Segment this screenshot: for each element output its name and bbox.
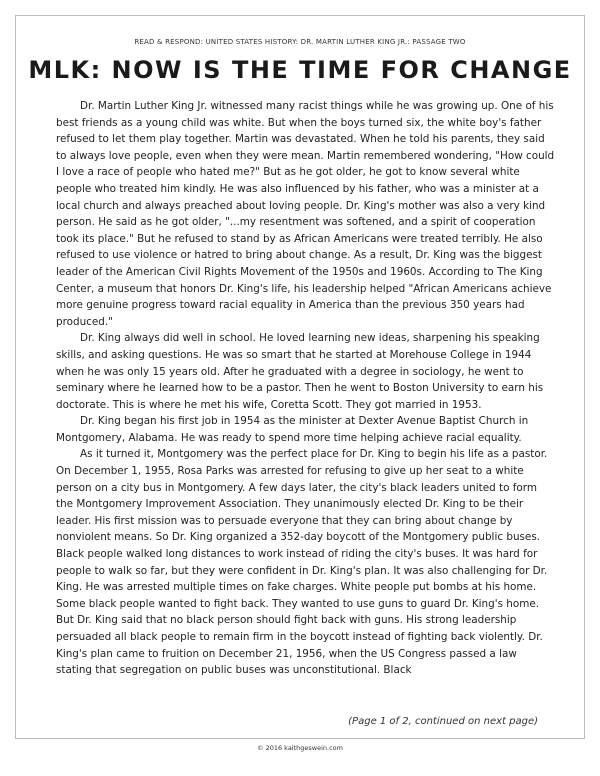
continued-note: (Page 1 of 2, continued on next page) [348, 716, 538, 727]
paragraph-3: Dr. King began his first job in 1954 as the minister at Dexter Avenue Baptist Church in Montgomery, Alabama. He was ready to spend more time helping achieve racial equality. [56, 415, 529, 444]
paragraph-4: As it turned it, Montgomery was the perfect place for Dr. King to begin his life as a pastor. On December 1, 1955, Rosa Parks was arrested for refusing to give up her seat to a white person on a city bus in Montgomery. A few days later, the city's black leaders united to form the Montgomery Improvement Association. They unanimously elected Dr. King to be their leader. His first mission was to persuade everyone that they can bring about change by nonviolent means. So Dr. King organized a 352-day boycott of the Montgomery public buses. Black people walked long distances to work instead of riding the city's buses. It was hard for people to walk so far, but they were confident in Dr. King's plan. It was also challenging for Dr. King. He was arrested multiple times on fake charges. White people put bombs at his home. Some black people wanted to fight back. They wanted to use guns to guard Dr. King's home. But Dr. King said that no black person should fight back with guns. His strong leadership persuaded all black people to remain firm in the boycott instead of fighting back violently. Dr. King's plan came to fruition on December 21, 1956, when the US Congress passed a law stating that segregation on public buses was unconstitutional. Black [56, 448, 548, 677]
paragraph-2: Dr. King always did well in school. He loved learning new ideas, sharpening his speaking skills, and asking questions. He was so smart that he started at Morehouse College in 1944 when he was only 15 years old. After he graduated with a degree in sociology, he went to seminary where he learned how to be a pastor. Then he went to Boston University to earn his doctorate. This is where he met his wife, Coretta Scott. They got married in 1953. [56, 332, 544, 411]
page-title: MLK: NOW IS THE TIME FOR CHANGE [28, 56, 572, 84]
worksheet-page [15, 15, 585, 739]
passage-body [56, 98, 556, 679]
paragraph-1: Dr. Martin Luther King Jr. witnessed many racist things while he was growing up. One of his best friends as a young child was white. But when the boys turned six, the white boy's father refused to let them play together. Martin was devastated. When he told his parents, they said to always love people, even when they were mean. Martin remembered wondering, "How could I love a race of people who hated me?" But as he got older, he got to know several white people who treated him kindly. He was also influenced by his father, who was a minister at a local church and always preached about loving people. Dr. King's mother was also a very kind person. He said as he got older, "...my resentment was softened, and a spirit of cooperation took its place." But he refused to stand by as African Americans were treated terribly. He also refused to use violence or hatred to bring about change. As a result, Dr. King was the biggest leader of the American Civil Rights Movement of the 1950s and 1960s. According to The King Center, a museum that honors Dr. King's life, his leadership helped "African Americans achieve more genuine progress toward racial equality in America than the previous 350 years had produced." [56, 100, 555, 328]
series-header: READ & RESPOND: UNITED STATES HISTORY: DR. MARTIN LUTHER KING JR.: PASSAGE TWO [134, 38, 466, 46]
copyright-footer: © 2016 kaithgeswein.com [257, 744, 343, 752]
